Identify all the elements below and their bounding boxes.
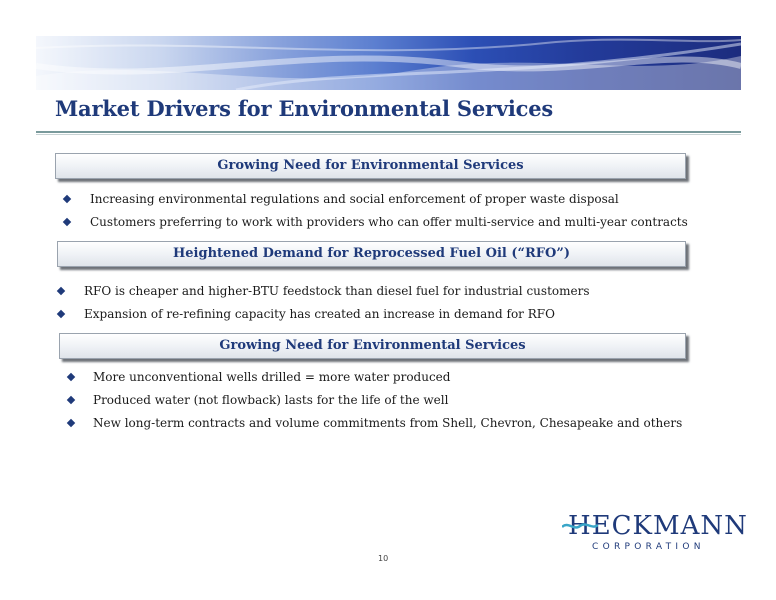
list-item	[58, 303, 590, 326]
bullet-text: Produced water (not flowback) lasts for the life of the well	[93, 393, 449, 407]
bullet-list-3	[68, 366, 682, 435]
header-banner	[36, 36, 741, 90]
bullet-text: More unconventional wells drilled = more water produced	[93, 370, 451, 384]
bullet-list-1	[64, 188, 688, 234]
section-heading-text: Growing Need for Environmental Services	[219, 338, 526, 353]
list-item	[68, 412, 682, 435]
list-item	[68, 389, 682, 412]
bullet-text: RFO is cheaper and higher-BTU feedstock than diesel fuel for industrial customers	[84, 284, 590, 298]
bullet-text: New long-term contracts and volume commitments from Shell, Chevron, Chesapeake and others	[93, 416, 683, 430]
logo-wave-icon	[562, 519, 598, 533]
diamond-bullet-icon	[67, 419, 75, 427]
section-heading-environmental-1	[55, 153, 686, 179]
heckmann-logo	[568, 511, 748, 553]
diamond-bullet-icon	[57, 310, 65, 318]
title-underline-light	[36, 134, 741, 135]
page-title: Market Drivers for Environmental Services	[55, 96, 554, 121]
diamond-bullet-icon	[67, 373, 75, 381]
bullet-list-2	[58, 280, 590, 326]
diamond-bullet-icon	[63, 195, 71, 203]
logo-letter-h: H	[568, 511, 592, 541]
bullet-text: Increasing environmental regulations and social enforcement of proper waste disposal	[90, 192, 619, 206]
list-item	[68, 366, 682, 389]
list-item	[64, 188, 688, 211]
list-item	[64, 211, 688, 234]
diamond-bullet-icon	[63, 218, 71, 226]
logo-word-rest: ECKMANN	[591, 511, 748, 541]
section-heading-text: Heightened Demand for Reprocessed Fuel Oil (“RFO”)	[172, 246, 570, 261]
diamond-bullet-icon	[67, 396, 75, 404]
bullet-text: Expansion of re-refining capacity has created an increase in demand for RFO	[84, 307, 555, 321]
logo-subtitle: CORPORATION	[592, 542, 705, 552]
wave-decoration	[36, 36, 741, 90]
page-number: 10	[378, 554, 389, 563]
diamond-bullet-icon	[57, 287, 65, 295]
title-underline	[36, 131, 741, 133]
section-heading-environmental-2	[59, 333, 686, 359]
bullet-text: Customers preferring to work with providers who can offer multi-service and multi-year contracts	[90, 215, 688, 229]
list-item	[58, 280, 590, 303]
section-heading-rfo	[57, 241, 686, 267]
section-heading-text: Growing Need for Environmental Services	[217, 158, 524, 173]
